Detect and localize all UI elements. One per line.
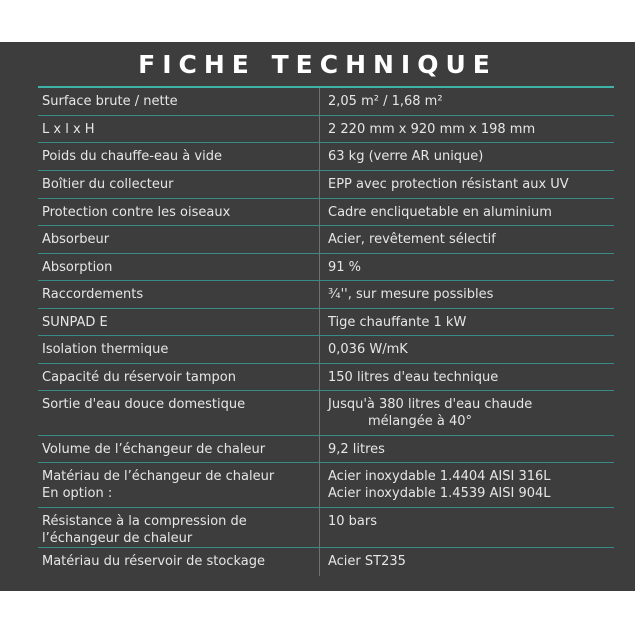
spec-value: Acier inoxydable 1.4404 AISI 316L Acier inoxydable 1.4539 AISI 904L <box>328 469 551 501</box>
spec-label: Poids du chauffe-eau à vide <box>38 143 320 170</box>
spec-label: L x l x H <box>38 116 320 142</box>
spec-value: 2,05 m² / 1,68 m² <box>328 94 443 109</box>
spec-label: Surface brute / nette <box>38 88 320 115</box>
spec-row <box>38 391 614 436</box>
spec-label: SUNPAD E <box>38 309 320 335</box>
spec-value: ¾'', sur mesure possibles <box>328 287 494 302</box>
spec-value: Tige chauffante 1 kW <box>328 315 467 330</box>
spec-label: Volume de l’échangeur de chaleur <box>38 436 320 462</box>
spec-label: Résistance à la compression de l’échangeur de chaleur <box>38 508 320 547</box>
spec-label: Matériau de l’échangeur de chaleur En option : <box>38 463 320 507</box>
spec-label: Protection contre les oiseaux <box>38 199 320 225</box>
spec-value: 63 kg (verre AR unique) <box>328 149 484 164</box>
spec-row <box>38 143 614 171</box>
spec-label: Raccordements <box>38 281 320 308</box>
spec-label: Absorption <box>38 254 320 280</box>
spec-row <box>38 463 614 508</box>
spec-label: Capacité du réservoir tampon <box>38 364 320 390</box>
spec-value: 0,036 W/mK <box>328 342 408 357</box>
spec-label: Absorbeur <box>38 226 320 253</box>
spec-row <box>38 88 614 116</box>
spec-row <box>38 436 614 463</box>
page-title: FICHE TECHNIQUE <box>138 50 497 79</box>
spec-label: Isolation thermique <box>38 336 320 363</box>
spec-value: Acier, revêtement sélectif <box>328 232 496 247</box>
spec-row <box>38 364 614 391</box>
spec-value: Cadre encliquetable en aluminium <box>328 205 552 220</box>
spec-value: Acier ST235 <box>328 554 406 569</box>
spec-label: Sortie d'eau douce domestique <box>38 391 320 435</box>
spec-label: Matériau du réservoir de stockage <box>38 548 320 576</box>
spec-value: Jusqu'à 380 litres d'eau chaude mélangée à 40° <box>328 397 533 429</box>
spec-row <box>38 116 614 143</box>
spec-row <box>38 199 614 226</box>
spec-row <box>38 254 614 281</box>
spec-row <box>38 281 614 309</box>
spec-value: 150 litres d'eau technique <box>328 370 499 385</box>
spec-value: 10 bars <box>328 514 378 529</box>
spec-value: EPP avec protection résistant aux UV <box>328 177 569 192</box>
spec-row <box>38 171 614 199</box>
spec-row <box>38 226 614 254</box>
spec-row <box>38 309 614 336</box>
spec-row <box>38 508 614 548</box>
spec-sheet-panel <box>0 42 635 591</box>
spec-value: 2 220 mm x 920 mm x 198 mm <box>328 122 536 137</box>
spec-row <box>38 336 614 364</box>
spec-label: Boîtier du collecteur <box>38 171 320 198</box>
spec-table <box>38 88 614 576</box>
spec-value: 9,2 litres <box>328 442 385 457</box>
spec-row <box>38 548 614 576</box>
spec-value: 91 % <box>328 260 362 275</box>
